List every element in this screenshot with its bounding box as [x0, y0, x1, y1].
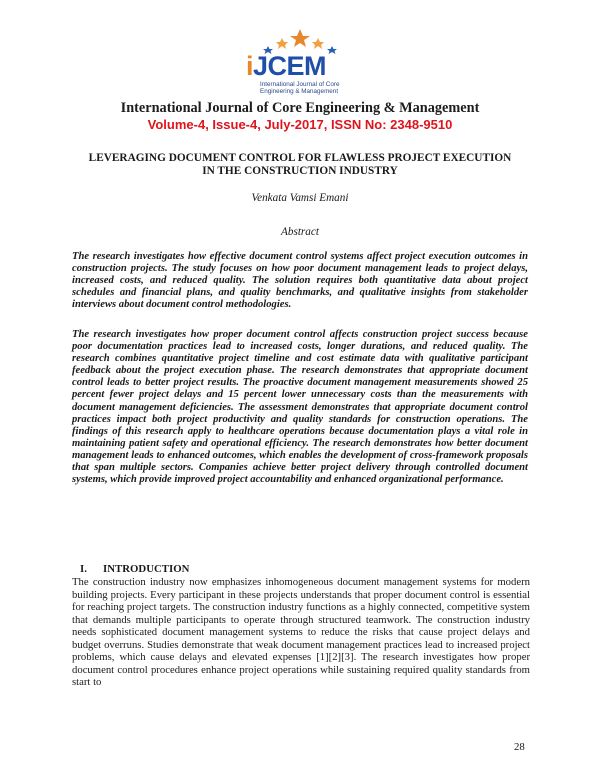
paper-title [60, 152, 540, 178]
logo-subtitle-line2: Engineering & Management [260, 88, 339, 96]
author-name: Venkata Vamsi Emani [251, 192, 349, 204]
introduction-text: The construction industry now emphasizes inhomogeneous document management systems for modern building projects. Every participant in these projects understands that proper document control is essential for reaching project targets. The construction industry functions as a highly connected, competitive system that demands multiple participants to operate through structured teamwork. The construction industry needs sophisticated document management systems to reduce the risks that cause project delays and budget overruns. Studies demonstrate that weak document management practices lead to increased project problems, which cause delays and elevated expenses [1][2][3]. The research investigates how proper document control procedures enhance project operations while sustaining required quality standards from start to [72, 576, 530, 688]
section-title: INTRODUCTION [103, 563, 190, 575]
page-number: 28 [514, 741, 525, 753]
logo-subtitle-line1: International Journal of Core [260, 81, 340, 88]
abstract-heading: Abstract [281, 226, 319, 238]
volume-issue-line: Volume-4, Issue-4, July-2017, ISSN No: 2348-9510 [147, 117, 453, 132]
paper-title-line1: LEVERAGING DOCUMENT CONTROL FOR FLAWLESS PROJECT EXECUTION [88, 152, 512, 164]
logo-subtitle [260, 81, 339, 96]
logo-i-letter: i [246, 51, 254, 81]
abstract-paragraph-2: The research investigates how proper document control affects construction project success because poor documentation practices lead to increased costs, longer durations, and reduced quality. The research combines quantitative project timeline and cost estimate data with qualitative participant feedback about the project execution phase. The research demonstrates that appropriate document control leads to better project results. The proactive document management measurements showed 25 percent fewer project delays and 15 percent lower unnecessary costs than the measurements with document management deficiencies. The assessment demonstrates that appropriate document control practices impact both project productivity and quality standards for construction operations. The findings of this research apply to healthcare operations because documentation plays a vital role in maintaining patient safety and operational efficiency. The research demonstrates how better document management leads to enhanced outcomes, which enables the development of cross-framework proposals that span multiple sectors. Companies achieve better project delivery through controlled document systems, which provide improved project accountability and enhanced organizational performance. [72, 329, 528, 486]
logo-wordmark: iJCEM [246, 51, 327, 81]
section-heading [80, 563, 189, 575]
section-number: I. [80, 563, 87, 575]
journal-name: International Journal of Core Engineering & Management [120, 100, 480, 116]
paper-title-line2: IN THE CONSTRUCTION INDUSTRY [202, 165, 398, 177]
abstract-paragraph-1: The research investigates how effective document control systems affect project execution outcomes in construction projects. The study focuses on how poor document management leads to project delays, increased costs, and reduced quality. The solution requires both quantitative data about project schedules and financial plans, and quality benchmarks, and qualitative insights from stakeholder interviews about document control methodologies. [72, 251, 528, 311]
